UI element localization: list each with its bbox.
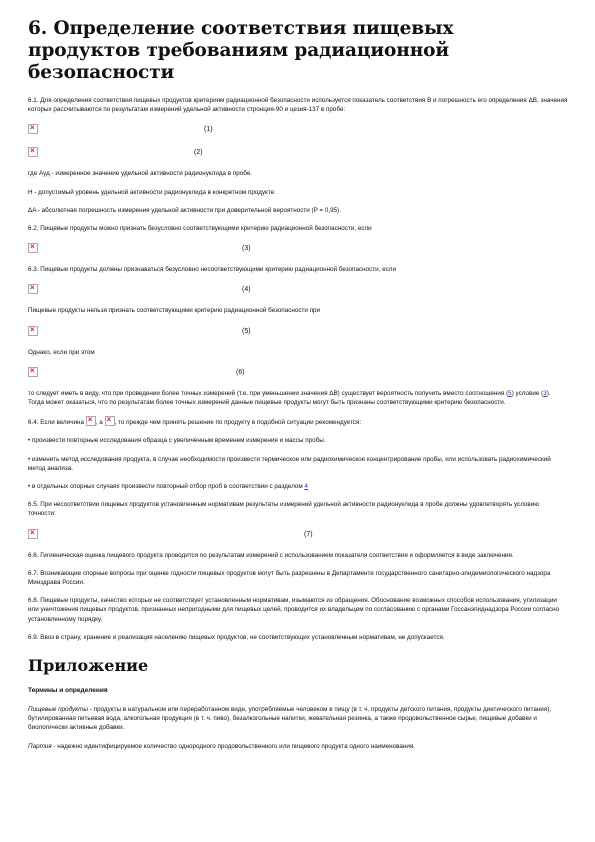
- bullet-1: • произвести повторные исследования образца с увеличенным временем измерения и массы пробы.: [28, 437, 326, 445]
- broken-image-icon: [28, 284, 38, 294]
- p64-and: , а: [95, 419, 103, 427]
- term-name: Партия: [28, 742, 52, 750]
- paragraph-6-4: [28, 416, 568, 427]
- formula-7: [28, 528, 568, 542]
- term-food-products: [28, 705, 568, 733]
- p64-start: 6.4. Если величина: [28, 419, 85, 427]
- bullet-3: [28, 482, 568, 491]
- formula-number: (2): [194, 149, 203, 157]
- bullet-2: • изменить метод исследования продукта, в случае необходимости произвести термическое или радиохимическое концентрирование пробы, или использовать радиохимический метод анализа.: [28, 455, 551, 472]
- broken-image-icon: [105, 416, 115, 426]
- paragraph-6-7: 6.7. Возникающие спорные вопросы при оценке годности пищевых продуктов могут быть разрешены в Департаменте государственного санитарно-эпидемиологического надзора Минздрава России.: [28, 569, 551, 587]
- term-definition: - продукты в натуральном или переработанном виде, употребляемые человеком в пищу (в т. ч. продукты детского питания, продукты диетического питания), бутилированная питьевая вода, алкогольная продукция (в т. ч. пиво), безалкогольные напитки, жевательная резинка, а также продовольственное сырье, пищевые добавки и биологически активные добавки.: [28, 706, 552, 732]
- paragraph-note: то следует иметь в виду, что при проведении более точных измерений (т.е. при уменьшении значения ΔB) существует вероятность получить вместо соотношения (5) условие (3). Тогда может оказаться, что по результатам более точных измерений данные пищевые продукты могут быть признаны соответствующими критерию безопасности.: [28, 389, 551, 407]
- paragraph-however: Однако, если при этом: [28, 348, 95, 356]
- link-section-4[interactable]: 4: [304, 483, 308, 491]
- formula-number: (3): [242, 245, 251, 253]
- definition-a: где Aуд - измеренное значение удельной активности радионуклида в пробе.: [28, 170, 253, 178]
- formula-3: [28, 242, 568, 256]
- paragraph-6-3: 6.3. Пищевые продукты должны признаваться безусловно несоответствующими критерию радиационной безопасности, если: [28, 266, 396, 274]
- paragraph-6-5: 6.5. При несоответствии пищевых продуктов установленным нормативам результаты измерений удельной активности радионуклида в пробе должны удовлетворять условию точности:: [28, 501, 540, 518]
- paragraph-6-1: 6.1. Для определения соответствия пищевых продуктов критериям радиационной безопасности используется показатель соответствия B и погрешность его определения ΔB, значения которых рассчитываются по результатам измерений удельной активности стронция-90 и цезия-137 в пробе:: [28, 97, 568, 114]
- term-batch: [28, 742, 568, 751]
- broken-image-icon: [86, 416, 96, 426]
- p64-end: , то прежде чем принять решение по продукту в подобной ситуации рекомендуется:: [114, 419, 362, 427]
- paragraph-6-2: 6.2. Пищевые продукты можно признать безусловно соответствующими критерию радиационной безопасности, если: [28, 225, 372, 233]
- formula-2: [28, 146, 568, 160]
- term-name: Пищевые продукты: [28, 706, 89, 714]
- formula-1: [28, 123, 568, 137]
- paragraph-6-8: 6.8. Пищевые продукты, качество которых не соответствует установленным нормативам, изымаются из обращения. Обоснование возможных способов использования, утилизации или уничтожения пищевых продуктов, признанных непригодными для пищевых целей, проводится их владельцем по согласованию с органами Госсанэпиднадзора России согласно установленному порядку.: [28, 597, 560, 623]
- appendix-heading: Приложение: [28, 656, 149, 676]
- section-heading: 6. Определение соответствия пищевых продуктов требованиям радиационной безопасности: [28, 18, 454, 83]
- paragraph-6-3b: Пищевые продукты нельзя признать соответствующими критерию радиационной безопасности при: [28, 307, 321, 315]
- formula-number: (5): [242, 327, 251, 335]
- document-page: [28, 18, 568, 760]
- broken-image-icon: [28, 243, 38, 253]
- formula-number: (6): [236, 368, 245, 376]
- terms-heading: Термины и определения: [28, 687, 108, 695]
- link-formula-5[interactable]: 5: [508, 389, 512, 397]
- formula-4: [28, 283, 568, 297]
- term-definition: - надежно идентифицируемое количество однородного продовольственного или пищевого продукта одного наименования.: [51, 742, 416, 750]
- definition-h: H - допустимый уровень удельной активности радионуклида в конкретном продукте.: [28, 188, 276, 196]
- formula-number: (7): [304, 530, 313, 538]
- broken-image-icon: [28, 147, 38, 157]
- formula-5: [28, 325, 568, 339]
- link-formula-3[interactable]: 3: [543, 389, 547, 397]
- b3-start: • в отдельных спорных случаях произвести повторный отбор проб в соответствии с разделом: [28, 483, 303, 491]
- definition-delta: ΔA - абсолютная погрешность измерения удельной активности при доверительной вероятности (P = 0,95).: [28, 206, 341, 214]
- paragraph-6-6: 6.6. Гигиеническая оценка пищевого продукта проводится по результатам измерений с использованием показателя соответствия и оформляется в виде заключения.: [28, 551, 514, 559]
- broken-image-icon: [28, 367, 38, 377]
- formula-6: [28, 366, 568, 380]
- paragraph-6-9: 6.9. Ввоз в страну, хранение и реализация населению пищевых продуктов, не соответствующих установленным нормативам, не допускается.: [28, 633, 445, 641]
- formula-number: (4): [242, 286, 251, 294]
- formula-number: (1): [204, 126, 213, 134]
- broken-image-icon: [28, 326, 38, 336]
- broken-image-icon: [28, 529, 38, 539]
- broken-image-icon: [28, 124, 38, 134]
